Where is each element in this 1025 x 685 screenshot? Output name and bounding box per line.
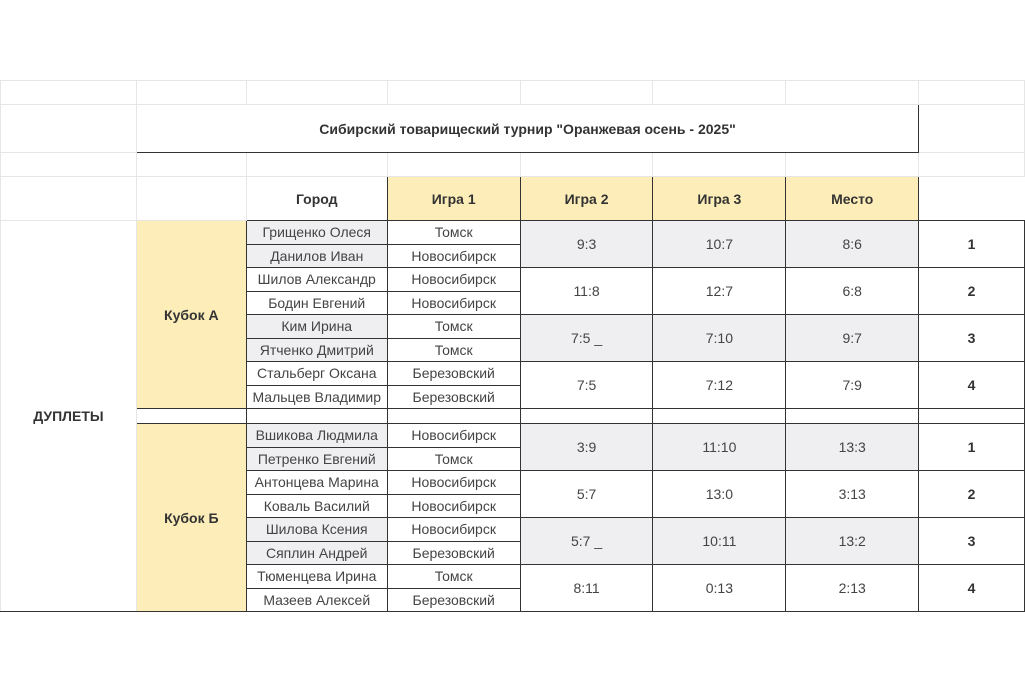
place-value: 1	[919, 221, 1025, 268]
game-score: 9:3	[520, 221, 653, 268]
player-name: Ятченко Дмитрий	[246, 338, 387, 362]
player-city: Томск	[387, 221, 520, 245]
player-city: Томск	[387, 565, 520, 589]
separator-cell	[246, 409, 387, 424]
player-city: Томск	[387, 447, 520, 471]
empty-cell	[786, 81, 919, 105]
player-city: Новосибирск	[387, 518, 520, 542]
player-city: Новосибирск	[387, 471, 520, 495]
tournament-title: Сибирский товарищеский турнир "Оранжевая осень - 2025"	[136, 105, 918, 153]
place-value: 3	[919, 518, 1025, 565]
separator-cell	[653, 409, 786, 424]
game-score: 10:7	[653, 221, 786, 268]
empty-cell	[919, 81, 1025, 105]
game-score: 13:3	[786, 424, 919, 471]
place-value: 2	[919, 471, 1025, 518]
place-value: 4	[919, 362, 1025, 409]
empty-cell	[520, 81, 653, 105]
game-score: 13:0	[653, 471, 786, 518]
place-value: 3	[919, 315, 1025, 362]
player-name: Сяплин Андрей	[246, 541, 387, 565]
player-city: Березовский	[387, 362, 520, 386]
game-score: 5:7	[520, 471, 653, 518]
game-score: 10:11	[653, 518, 786, 565]
spacer-row	[1, 153, 1025, 177]
game-score: 7:9	[786, 362, 919, 409]
player-name: Грищенко Олеся	[246, 221, 387, 245]
game-score: 2:13	[786, 565, 919, 612]
header-game3: Игра 3	[653, 177, 786, 221]
game-score: 8:6	[786, 221, 919, 268]
empty-cell	[520, 153, 653, 177]
separator-cell	[786, 409, 919, 424]
header-row	[1, 177, 1025, 221]
game-score: 7:10	[653, 315, 786, 362]
game-score: 3:9	[520, 424, 653, 471]
header-game1: Игра 1	[387, 177, 520, 221]
player-row	[1, 424, 1025, 448]
game-score: 0:13	[653, 565, 786, 612]
place-value: 1	[919, 424, 1025, 471]
empty-cell	[136, 177, 246, 221]
place-value: 4	[919, 565, 1025, 612]
player-name: Тюменцева Ирина	[246, 565, 387, 589]
player-city: Новосибирск	[387, 291, 520, 315]
game-score: 8:11	[520, 565, 653, 612]
empty-cell	[1, 105, 137, 153]
separator-cell	[520, 409, 653, 424]
player-name: Стальберг Оксана	[246, 362, 387, 386]
game-score: 9:7	[786, 315, 919, 362]
empty-cell	[1, 153, 137, 177]
player-city: Томск	[387, 338, 520, 362]
empty-cell	[1, 177, 137, 221]
player-name: Мальцев Владимир	[246, 385, 387, 409]
player-name: Вшикова Людмила	[246, 424, 387, 448]
game-score: 11:10	[653, 424, 786, 471]
empty-cell	[653, 81, 786, 105]
separator-row	[1, 409, 1025, 424]
player-city: Березовский	[387, 541, 520, 565]
game-score: 7:12	[653, 362, 786, 409]
game-score: 11:8	[520, 268, 653, 315]
spacer-row	[1, 81, 1025, 105]
empty-cell	[387, 153, 520, 177]
header-city: Город	[246, 177, 387, 221]
game-score: 13:2	[786, 518, 919, 565]
empty-cell	[246, 81, 387, 105]
player-city: Новосибирск	[387, 494, 520, 518]
game-score: 12:7	[653, 268, 786, 315]
empty-cell	[919, 105, 1025, 153]
empty-cell	[653, 153, 786, 177]
player-name: Петренко Евгений	[246, 447, 387, 471]
empty-cell	[786, 153, 919, 177]
player-name: Мазеев Алексей	[246, 588, 387, 612]
player-city: Новосибирск	[387, 424, 520, 448]
player-name: Данилов Иван	[246, 244, 387, 268]
player-name: Ким Ирина	[246, 315, 387, 339]
player-name: Антонцева Марина	[246, 471, 387, 495]
player-row	[1, 221, 1025, 245]
empty-cell	[136, 153, 246, 177]
separator-cell	[387, 409, 520, 424]
player-city: Березовский	[387, 385, 520, 409]
player-name: Шилов Александр	[246, 268, 387, 292]
cup-label: Кубок Б	[136, 424, 246, 612]
player-name: Шилова Ксения	[246, 518, 387, 542]
game-score: 6:8	[786, 268, 919, 315]
results-sheet	[0, 80, 1025, 612]
game-score: 3:13	[786, 471, 919, 518]
cup-label: Кубок А	[136, 221, 246, 409]
empty-cell	[246, 153, 387, 177]
game-score: 7:5	[520, 362, 653, 409]
separator-cell	[136, 409, 246, 424]
category-label: ДУПЛЕТЫ	[1, 221, 137, 612]
empty-cell	[136, 81, 246, 105]
title-row	[1, 105, 1025, 153]
player-city: Березовский	[387, 588, 520, 612]
separator-cell	[919, 409, 1025, 424]
header-game2: Игра 2	[520, 177, 653, 221]
game-score: 7:5 _	[520, 315, 653, 362]
player-name: Коваль Василий	[246, 494, 387, 518]
player-city: Новосибирск	[387, 268, 520, 292]
player-name: Бодин Евгений	[246, 291, 387, 315]
empty-cell	[387, 81, 520, 105]
game-score: 5:7 _	[520, 518, 653, 565]
header-place: Место	[786, 177, 919, 221]
empty-cell	[1, 81, 137, 105]
player-city: Томск	[387, 315, 520, 339]
player-city: Новосибирск	[387, 244, 520, 268]
place-value: 2	[919, 268, 1025, 315]
empty-cell	[919, 153, 1025, 177]
